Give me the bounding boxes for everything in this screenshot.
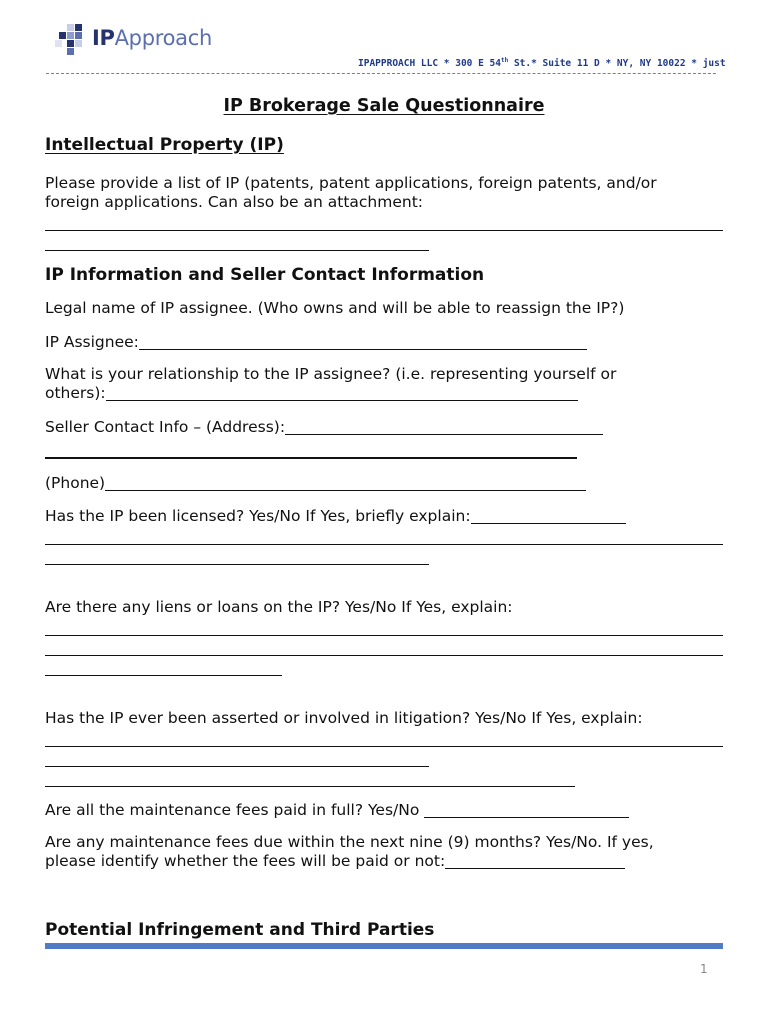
relationship-row xyxy=(45,384,578,403)
document-title: IP Brokerage Sale Questionnaire xyxy=(223,96,545,116)
ip-list-prompt-line1: Please provide a list of IP (patents, patent applications, foreign patents, and/or xyxy=(45,174,657,192)
assignee-label: IP Assignee: xyxy=(45,333,139,351)
phone-label: (Phone) xyxy=(45,474,106,492)
header-divider xyxy=(46,73,716,74)
page-number: 1 xyxy=(700,962,708,976)
section-heading-ip: Intellectual Property (IP) xyxy=(45,135,284,155)
section-heading-infringement: Potential Infringement and Third Parties xyxy=(45,920,435,940)
maint-paid-field[interactable] xyxy=(424,803,629,818)
assignee-field[interactable] xyxy=(139,335,587,350)
licensed-row xyxy=(45,507,626,526)
relationship-prompt-line1: What is your relationship to the IP assignee? (i.e. representing yourself or xyxy=(45,365,617,383)
liens-answer-line[interactable] xyxy=(45,635,723,636)
maint-due-question-line1: Are any maintenance fees due within the next nine (9) months? Yes/No. If yes, xyxy=(45,833,654,851)
litigation-answer-line[interactable] xyxy=(45,746,723,747)
litigation-answer-line[interactable] xyxy=(45,766,429,767)
licensed-answer-line[interactable] xyxy=(45,564,429,565)
phone-row xyxy=(45,474,586,493)
assignee-row xyxy=(45,333,587,352)
address-field[interactable] xyxy=(285,420,603,435)
liens-question: Are there any liens or loans on the IP? Yes/No If Yes, explain: xyxy=(45,598,513,616)
licensed-field[interactable] xyxy=(471,509,626,524)
ip-list-answer-line[interactable] xyxy=(45,230,723,231)
footer-bar xyxy=(45,943,723,949)
legal-name-prompt: Legal name of IP assignee. (Who owns and will be able to reassign the IP?) xyxy=(45,299,625,317)
logo-approach-text: Approach xyxy=(114,26,212,50)
maint-paid-row xyxy=(45,801,629,820)
header-address: IPAPPROACH LLC * 300 E 54th St.* Suite 11 D * NY, NY 10022 * just xyxy=(358,57,726,70)
logo-ip-text: IP xyxy=(92,26,115,50)
ip-list-prompt-line2: foreign applications. Can also be an attachment: xyxy=(45,193,424,211)
section-heading-seller-info: IP Information and Seller Contact Information xyxy=(45,265,485,285)
maint-due-row xyxy=(45,852,625,871)
logo-wordmark xyxy=(92,26,212,50)
maint-paid-question: Are all the maintenance fees paid in full? Yes/No xyxy=(45,801,425,819)
licensed-answer-line[interactable] xyxy=(45,544,723,545)
address-row xyxy=(45,418,603,437)
relationship-field[interactable] xyxy=(106,386,578,401)
maint-due-question-line2: please identify whether the fees will be paid or not: xyxy=(45,852,446,870)
relationship-label: others): xyxy=(45,384,106,402)
logo-mark-icon xyxy=(55,24,87,56)
liens-answer-line[interactable] xyxy=(45,655,723,656)
address-label: Seller Contact Info – (Address): xyxy=(45,418,286,436)
ip-list-answer-line[interactable] xyxy=(45,250,429,251)
maint-due-field[interactable] xyxy=(445,854,625,869)
licensed-question: Has the IP been licensed? Yes/No If Yes, briefly explain: xyxy=(45,507,471,525)
phone-field[interactable] xyxy=(105,476,586,491)
litigation-answer-line[interactable] xyxy=(45,786,575,787)
litigation-question: Has the IP ever been asserted or involved in litigation? Yes/No If Yes, explain: xyxy=(45,709,643,727)
liens-answer-line[interactable] xyxy=(45,675,282,676)
address-field-line2[interactable] xyxy=(45,457,577,459)
